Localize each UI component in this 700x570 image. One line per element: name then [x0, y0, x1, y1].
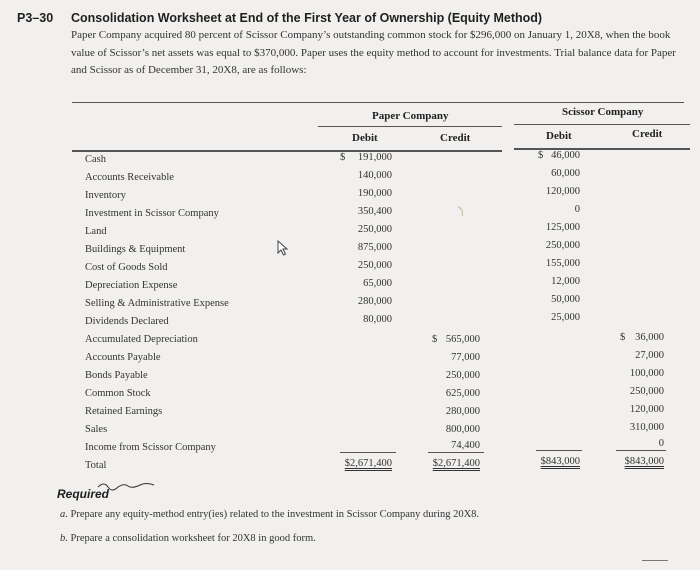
- paper-header-rule: [318, 126, 502, 127]
- paper-company-header: Paper Company: [372, 110, 449, 122]
- paper-debit-dividends: 80,000: [363, 314, 392, 325]
- paper-debit-total: $2,671,400: [344, 458, 392, 469]
- paper-debit-buildings: 875,000: [357, 242, 392, 253]
- table-header-rule-left: [72, 150, 502, 152]
- paper-credit-dollar-sign: $: [432, 334, 438, 345]
- item-b-text: Prepare a consolidation worksheet for 20X8 in good form.: [70, 533, 316, 544]
- scissor-credit-total: $843,000: [624, 456, 664, 467]
- scissor-credit-dollar-sign: $: [620, 332, 626, 343]
- scissor-debit-ar: 60,000: [551, 168, 580, 179]
- paper-credit-sales: 800,000: [445, 424, 480, 435]
- row-label-retained-earnings: Retained Earnings: [85, 406, 163, 417]
- scissor-header-rule: [514, 124, 690, 125]
- scissor-debit-dividends: 25,000: [551, 312, 580, 323]
- scissor-credit-header: Credit: [632, 128, 663, 140]
- scissor-debit-investment: 0: [574, 204, 580, 215]
- paper-debit-dollar-sign: $: [340, 152, 346, 163]
- scissor-credit-bonds: 100,000: [629, 368, 664, 379]
- row-label-land: Land: [85, 226, 107, 237]
- problem-number: P3–30: [17, 11, 54, 25]
- row-label-dividends: Dividends Declared: [85, 316, 169, 327]
- row-label-depreciation-expense: Depreciation Expense: [85, 280, 178, 291]
- paper-credit-common-stock: 625,000: [445, 388, 480, 399]
- scissor-debit-cash: 46,000: [551, 150, 580, 161]
- required-item-a: [60, 509, 479, 520]
- scissor-debit-depreciation: 12,000: [551, 276, 580, 287]
- scissor-debit-total: $843,000: [540, 456, 580, 467]
- row-label-buildings: Buildings & Equipment: [85, 244, 186, 255]
- scissor-credit-total-rule: [616, 450, 666, 451]
- handwritten-scribble-icon: [96, 479, 156, 493]
- scissor-debit-land: 125,000: [545, 222, 580, 233]
- paper-debit-cash: 191,000: [357, 152, 392, 163]
- row-label-selling-admin: Selling & Administrative Expense: [85, 298, 229, 309]
- row-label-cogs: Cost of Goods Sold: [85, 262, 168, 273]
- paper-credit-income-scissor: 74,400: [451, 440, 480, 451]
- row-label-inventory: Inventory: [85, 190, 126, 201]
- scissor-debit-buildings: 250,000: [545, 240, 580, 251]
- row-label-sales: Sales: [85, 424, 108, 435]
- bottom-right-rule: [642, 560, 668, 561]
- paper-credit-header: Credit: [440, 132, 471, 144]
- scissor-debit-header: Debit: [546, 130, 572, 142]
- row-label-investment: Investment in Scissor Company: [85, 208, 219, 219]
- paper-debit-selling-admin: 280,000: [357, 296, 392, 307]
- paper-debit-inventory: 190,000: [357, 188, 392, 199]
- item-b-marker: b.: [60, 533, 68, 544]
- row-label-bonds-payable: Bonds Payable: [85, 370, 148, 381]
- faint-pen-mark-icon: [456, 204, 468, 218]
- scissor-credit-accum-dep: 36,000: [635, 332, 664, 343]
- row-label-cash: Cash: [85, 154, 106, 165]
- paper-debit-investment: 350,400: [357, 206, 392, 217]
- scissor-debit-inventory: 120,000: [545, 186, 580, 197]
- paper-credit-ap: 77,000: [451, 352, 480, 363]
- paper-debit-header: Debit: [352, 132, 378, 144]
- row-label-total: Total: [85, 460, 107, 471]
- problem-intro: Paper Company acquired 80 percent of Scissor Company’s outstanding common stock for $296,000 on January 1, 20X8, when the book value of Scissor’s net assets was equal to $370,000. Paper uses the equity method to account for investments. Trial balance data for Paper and Scissor as of December 31, 20X8, are as follows:: [71, 29, 676, 76]
- paper-credit-retained-earnings: 280,000: [445, 406, 480, 417]
- paper-debit-land: 250,000: [357, 224, 392, 235]
- paper-credit-total-rule: [428, 452, 484, 453]
- scissor-debit-total-rule: [536, 450, 582, 451]
- mouse-cursor-icon: [276, 240, 290, 256]
- paper-credit-bonds: 250,000: [445, 370, 480, 381]
- paper-debit-depreciation: 65,000: [363, 278, 392, 289]
- paper-credit-accum-dep: 565,000: [445, 334, 480, 345]
- scissor-company-header: Scissor Company: [562, 106, 644, 118]
- item-a-marker: a.: [60, 509, 68, 520]
- scissor-credit-ap: 27,000: [635, 350, 664, 361]
- scissor-debit-selling-admin: 50,000: [551, 294, 580, 305]
- row-label-income-from-scissor: Income from Scissor Company: [85, 442, 216, 453]
- problem-title: Consolidation Worksheet at End of the First Year of Ownership (Equity Method): [71, 11, 543, 25]
- row-label-accounts-receivable: Accounts Receivable: [85, 172, 174, 183]
- row-label-common-stock: Common Stock: [85, 388, 151, 399]
- scissor-debit-cogs: 155,000: [545, 258, 580, 269]
- row-label-accounts-payable: Accounts Payable: [85, 352, 161, 363]
- item-a-text: Prepare any equity-method entry(ies) related to the investment in Scissor Company during 20X8.: [70, 509, 480, 520]
- scissor-debit-dollar-sign: $: [538, 150, 544, 161]
- required-item-b: [60, 533, 316, 544]
- required-heading: Required: [57, 487, 110, 501]
- scissor-credit-sales: 310,000: [629, 422, 664, 433]
- paper-debit-cogs: 250,000: [357, 260, 392, 271]
- row-label-accumulated-depreciation: Accumulated Depreciation: [85, 334, 198, 345]
- scissor-credit-income-scissor: 0: [658, 438, 664, 449]
- paper-debit-ar: 140,000: [357, 170, 392, 181]
- scissor-credit-common-stock: 250,000: [629, 386, 664, 397]
- scissor-credit-retained-earnings: 120,000: [629, 404, 664, 415]
- table-top-rule: [72, 102, 684, 103]
- paper-debit-total-rule: [340, 452, 396, 453]
- paper-credit-total: $2,671,400: [432, 458, 480, 469]
